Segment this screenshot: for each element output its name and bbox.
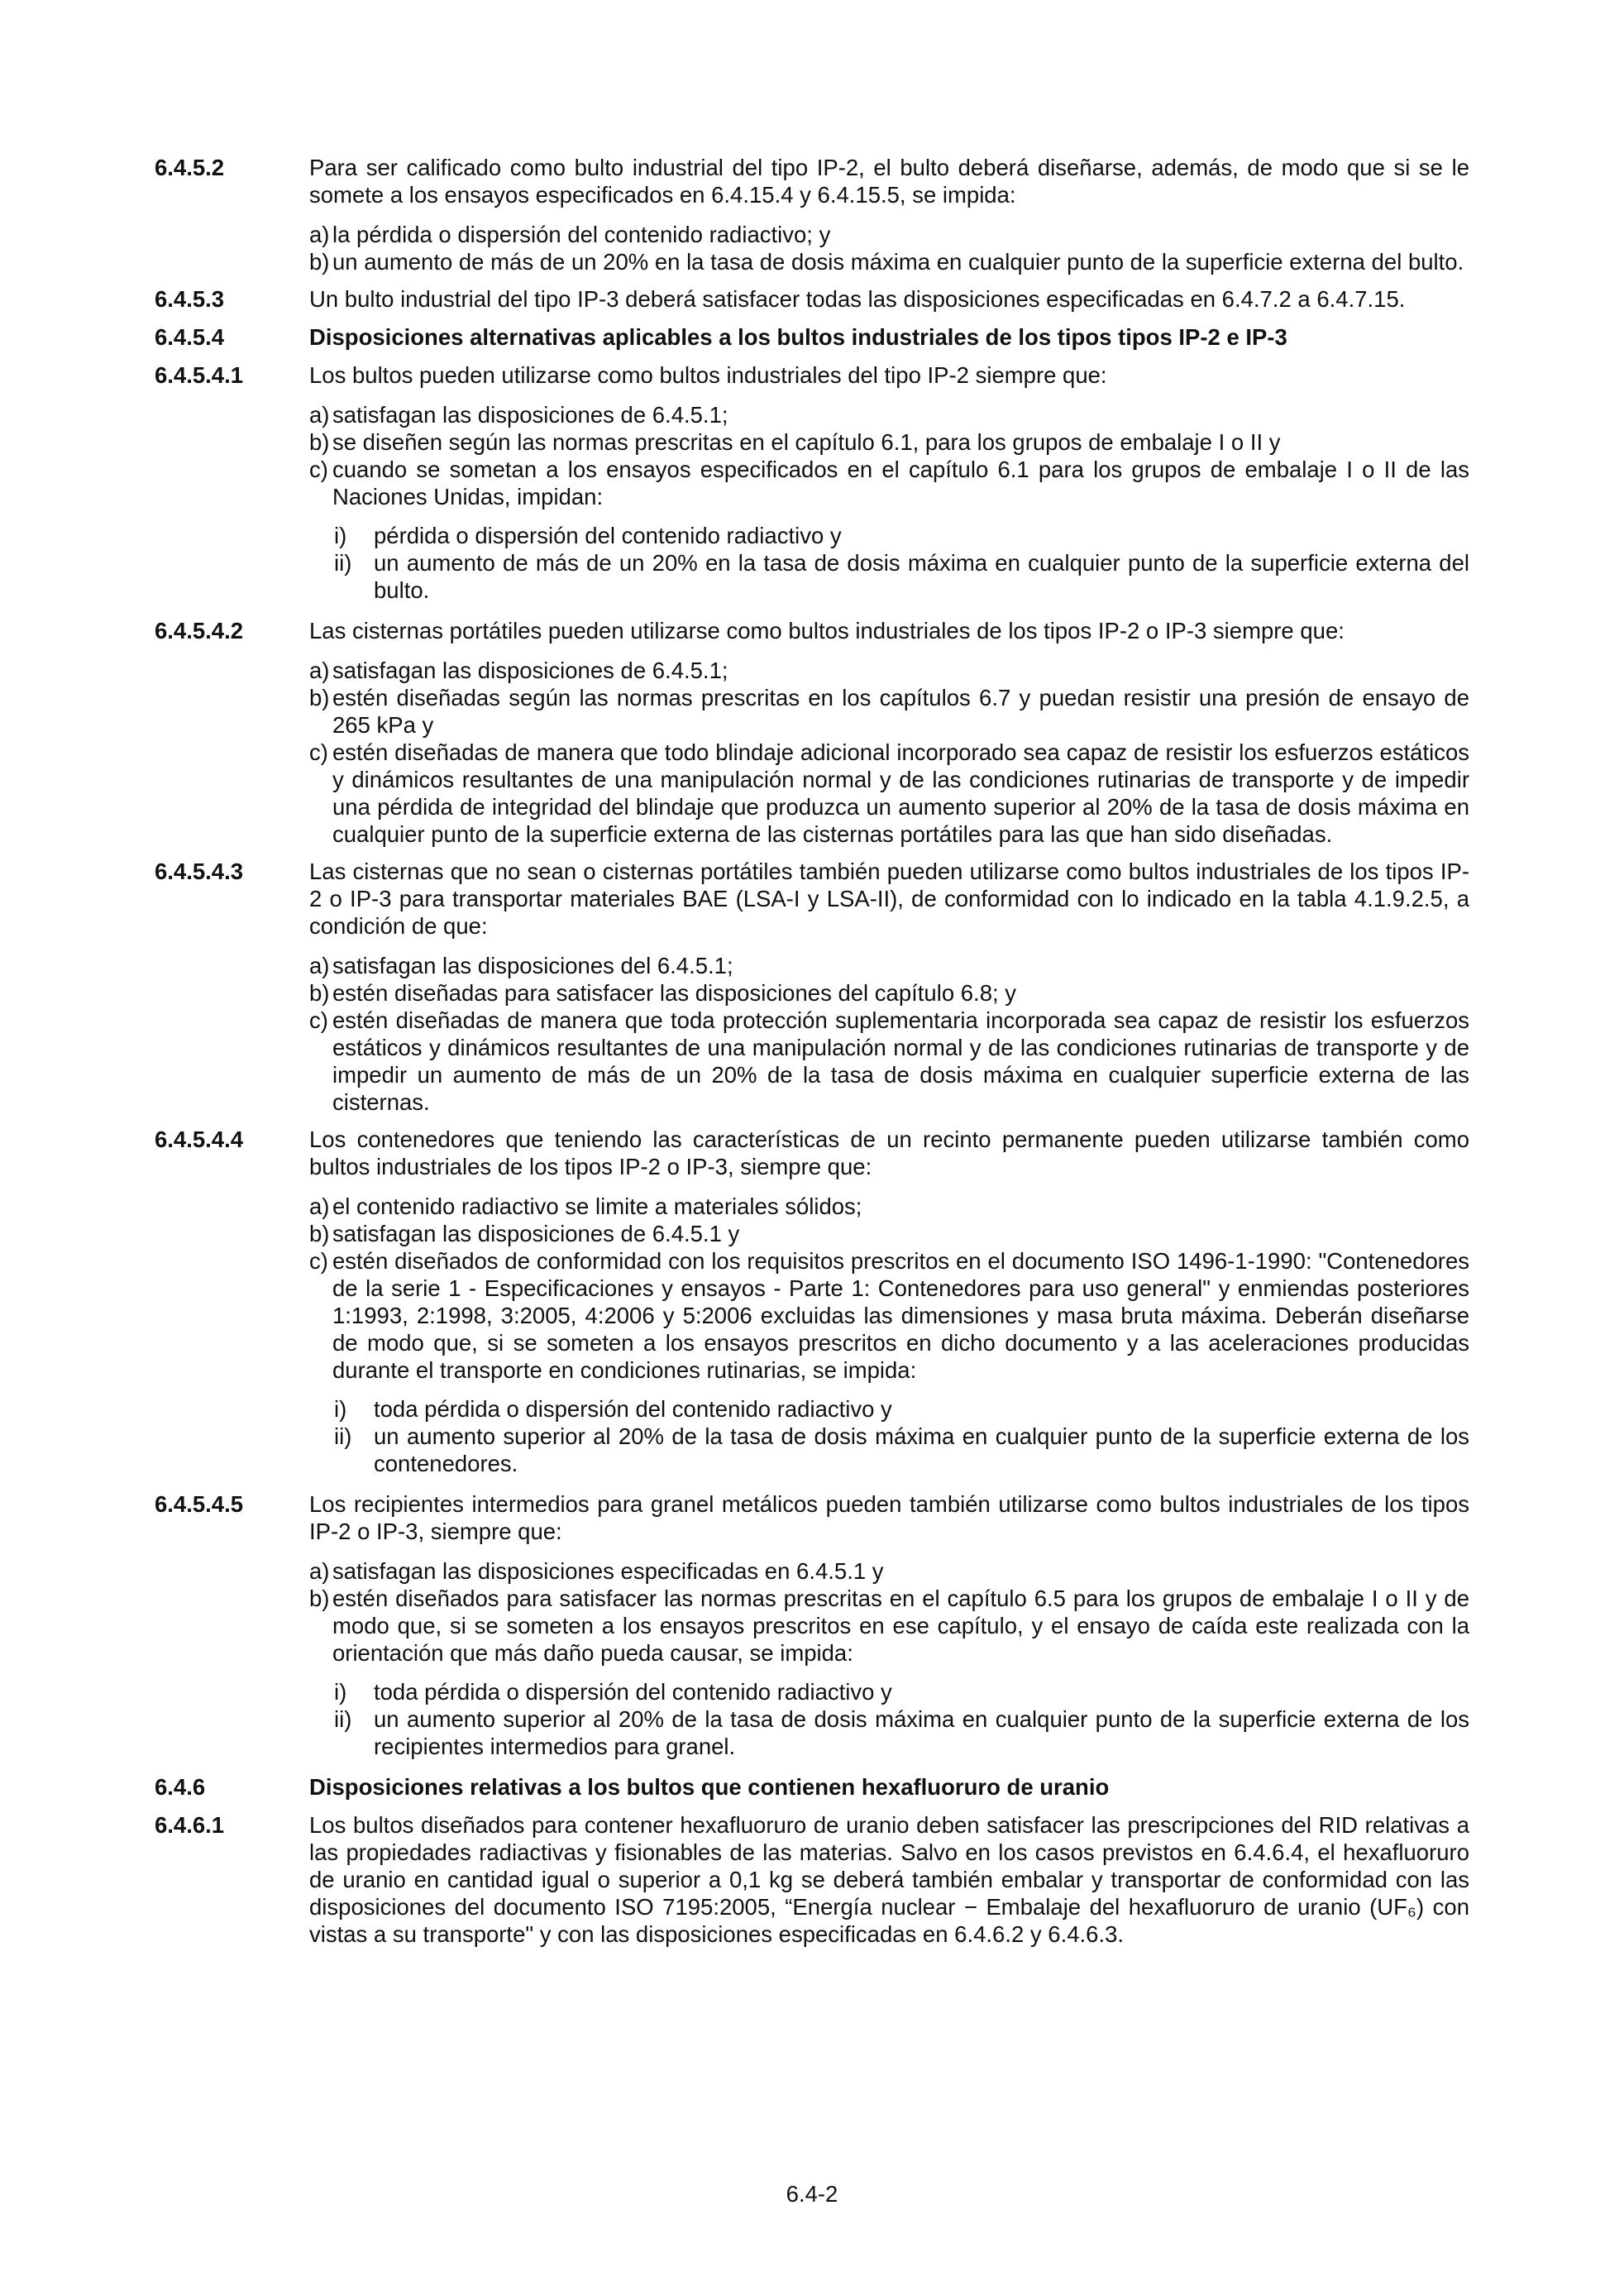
section-number: 6.4.5.2 [155,155,225,180]
subitem-marker: i) [334,1679,347,1705]
item-marker: b) [309,1586,330,1611]
item-text: estén diseñadas para satisfacer las disposiciones del capítulo 6.8; y [332,980,1017,1006]
item-list [309,657,1469,848]
item-text: satisfagan las disposiciones especificadas en 6.4.5.1 y [332,1558,884,1584]
item-body [332,456,1469,607]
section-heading [155,323,1469,351]
item-text: cuando se sometan a los ensayos especificados en el capítulo 6.1 para los grupos de embalaje I o II de las Naciones Unidas, impidan: [332,457,1469,509]
list-item [309,1247,1469,1480]
item-text: satisfagan las disposiciones de 6.4.5.1 y [332,1221,740,1246]
item-body [332,248,1469,275]
section-paragraph [155,154,1469,208]
subitem-text: un aumento superior al 20% de la tasa de dosis máxima en cualquier punto de la superficie externa de los recipientes intermedios para granel. [374,1706,1469,1759]
subitem [332,1678,1469,1705]
item-body [332,657,1469,684]
item-text: la pérdida o dispersión del contenido radiactivo; y [332,222,831,247]
section-number: 6.4.5.3 [155,286,225,312]
subitem-list [332,1678,1469,1760]
item-text: se diseñen según las normas prescritas en el capítulo 6.1, para los grupos de embalaje I o II y [332,429,1281,455]
list-item [309,1585,1469,1763]
paragraph-text: Para ser calificado como bulto industrial del tipo IP-2, el bulto deberá diseñarse, además, de modo que si se le somete a los ensayos especificados en 6.4.15.4 y 6.4.15.5, se impida: [309,155,1469,208]
section-paragraph [155,858,1469,940]
paragraph-text: Las cisternas portátiles pueden utilizarse como bultos industriales de los tipos IP-2 o IP-3 siempre que: [309,618,1345,643]
section-number: 6.4.5.4.4 [155,1126,244,1152]
subitem-text: toda pérdida o dispersión del contenido radiactivo y [374,1679,892,1705]
subitem-text: un aumento superior al 20% de la tasa de dosis máxima en cualquier punto de la superficie externa de los contenedores. [374,1423,1469,1476]
subitem-marker: i) [334,1396,347,1422]
item-list [309,401,1469,607]
section-number: 6.4.6 [155,1774,206,1800]
list-item [309,952,1469,979]
page-number: 6.4-2 [786,2181,838,2207]
item-text: estén diseñadas de manera que todo blindaje adicional incorporado sea capaz de resistir los esfuerzos estáticos y dinámicos resultantes de una manipulación normal y de las condiciones rutinarias de transporte y de impedir una pérdida de integridad del blindaje que produzca un aumento superior al 20% de la tasa de dosis máxima en cualquier punto de la superficie externa de las cisternas portátiles para las que han sido diseñadas. [332,739,1469,847]
subitem [332,549,1469,604]
list-item [309,401,1469,428]
list-item [309,739,1469,848]
subitem-marker: ii) [334,1706,352,1732]
item-list [309,952,1469,1116]
item-list [309,1193,1469,1480]
item-body [332,1585,1469,1763]
item-body [332,1193,1469,1220]
item-body [332,1247,1469,1480]
section-heading [155,1773,1469,1801]
subitem [332,1423,1469,1477]
list-item [309,428,1469,456]
item-marker: b) [309,249,330,275]
section-number: 6.4.5.4 [155,324,225,350]
heading-text: Disposiciones relativas a los bultos que contienen hexafluoruro de uranio [309,1774,1110,1800]
list-item [309,456,1469,607]
section-number: 6.4.5.4.3 [155,859,244,884]
item-body [332,428,1469,456]
item-marker: a) [309,1193,330,1219]
paragraph-text: Los bultos diseñados para contener hexafluoruro de uranio deben satisfacer las prescripciones del RID relativas a las propiedades radiactivas y fisionables de las materias. Salvo en los casos previstos en 6.4.6.4, el hexafluoruro de uranio en cantidad igual o superior a 0,1 kg se deberá también embalar y transportar de conformidad con las disposiciones del documento ISO 7195:2005, “Energía nuclear − Embalaje del hexafluoruro de uranio (UF₆) con vistas a su transporte" y con las disposiciones especificadas en 6.4.6.2 y 6.4.6.3. [309,1812,1469,1947]
item-body [332,952,1469,979]
item-text: el contenido radiactivo se limite a materiales sólidos; [332,1193,862,1219]
subitem-list [332,1395,1469,1477]
list-item [309,248,1469,275]
subitem-marker: ii) [334,550,352,576]
item-body [332,401,1469,428]
item-body [332,221,1469,248]
item-marker: b) [309,1221,330,1246]
item-text: estén diseñados de conformidad con los requisitos prescritos en el documento ISO 1496-1-1990: "Contenedores de la serie 1 - Especificaciones y ensayos - Parte 1: Contenedores para uso general" y enmiendas posteriores 1:1993, 2:1998, 3:2005, 4:2006 y 5:2006 excluidas las dimensiones y masa bruta máxima. Deberán diseñarse de modo que, si se someten a los ensayos prescritos en dicho documento y a las aceleraciones producidas durante el transporte en condiciones rutinarias, se impida: [332,1248,1469,1383]
section-paragraph [155,285,1469,313]
item-marker: c) [309,739,328,765]
item-body [332,1557,1469,1585]
subitem [332,1395,1469,1423]
paragraph-text: Los recipientes intermedios para granel metálicos pueden también utilizarse como bultos industriales de los tipos IP-2 o IP-3, siempre que: [309,1491,1469,1544]
paragraph-text: Un bulto industrial del tipo IP-3 deberá satisfacer todas las disposiciones especificadas en 6.4.7.2 a 6.4.7.15. [309,286,1406,312]
item-text: satisfagan las disposiciones de 6.4.5.1; [332,658,728,683]
item-text: satisfagan las disposiciones de 6.4.5.1; [332,402,728,428]
paragraph-text: Los contenedores que teniendo las características de un recinto permanente pueden utilizarse también como bultos industriales de los tipos IP-2 o IP-3, siempre que: [309,1126,1469,1179]
item-marker: b) [309,980,330,1006]
item-body [332,684,1469,739]
list-item [309,1007,1469,1116]
item-marker: c) [309,457,328,482]
item-list [309,221,1469,275]
item-marker: a) [309,1558,330,1584]
item-body [332,1220,1469,1247]
list-item [309,979,1469,1007]
list-item [309,1557,1469,1585]
item-marker: b) [309,429,330,455]
list-item [309,1220,1469,1247]
item-text: un aumento de más de un 20% en la tasa de dosis máxima en cualquier punto de la superficie externa del bulto. [332,249,1464,275]
item-text: estén diseñadas de manera que toda protección suplementaria incorporada sea capaz de resistir los esfuerzos estáticos y dinámicos resultantes de una manipulación normal y de las condiciones rutinarias de transporte y de impedir un aumento de más de un 20% de la tasa de dosis máxima en cualquier superficie externa de las cisternas. [332,1007,1469,1115]
item-body [332,979,1469,1007]
item-marker: c) [309,1248,328,1274]
item-text: satisfagan las disposiciones del 6.4.5.1; [332,953,733,978]
item-body [332,1007,1469,1116]
paragraph-text: Los bultos pueden utilizarse como bultos industriales del tipo IP-2 siempre que: [309,362,1107,388]
item-body [332,739,1469,848]
item-marker: a) [309,658,330,683]
section-paragraph [155,1490,1469,1545]
section-number: 6.4.5.4.1 [155,362,244,388]
document-body [155,154,1469,1959]
section-paragraph [155,617,1469,644]
item-marker: b) [309,685,330,710]
paragraph-text: Las cisternas que no sean o cisternas portátiles también pueden utilizarse como bultos industriales de los tipos IP-2 o IP-3 para transportar materiales BAE (LSA-I y LSA-II), de conformidad con lo indicado en la tabla 4.1.9.2.5, a condición de que: [309,859,1469,939]
list-item [309,221,1469,248]
section-number: 6.4.6.1 [155,1812,225,1838]
subitem-text: toda pérdida o dispersión del contenido radiactivo y [374,1396,892,1422]
list-item [309,1193,1469,1220]
section-number: 6.4.5.4.5 [155,1491,244,1517]
list-item [309,684,1469,739]
item-marker: c) [309,1007,328,1033]
subitem-marker: i) [334,523,347,548]
section-paragraph [155,1126,1469,1180]
section-paragraph [155,361,1469,389]
section-number: 6.4.5.4.2 [155,618,244,643]
item-marker: a) [309,402,330,428]
item-list [309,1557,1469,1763]
subitem [332,522,1469,549]
section-paragraph [155,1811,1469,1948]
subitem-text: pérdida o dispersión del contenido radiactivo y [374,523,842,548]
list-item [309,657,1469,684]
heading-text: Disposiciones alternativas aplicables a los bultos industriales de los tipos tipos IP-2 e IP-3 [309,324,1287,350]
item-marker: a) [309,222,330,247]
subitem-list [332,522,1469,604]
item-text: estén diseñadas según las normas prescritas en los capítulos 6.7 y puedan resistir una presión de ensayo de 265 kPa y [332,685,1469,738]
subitem-text: un aumento de más de un 20% en la tasa de dosis máxima en cualquier punto de la superficie externa del bulto. [374,550,1469,603]
item-marker: a) [309,953,330,978]
subitem [332,1705,1469,1760]
subitem-marker: ii) [334,1423,352,1449]
item-text: estén diseñados para satisfacer las normas prescritas en el capítulo 6.5 para los grupos de embalaje I o II y de modo que, si se someten a los ensayos prescritos en ese capítulo, y el ensayo de caída este realizada con la orientación que más daño pueda causar, se impida: [332,1586,1469,1666]
